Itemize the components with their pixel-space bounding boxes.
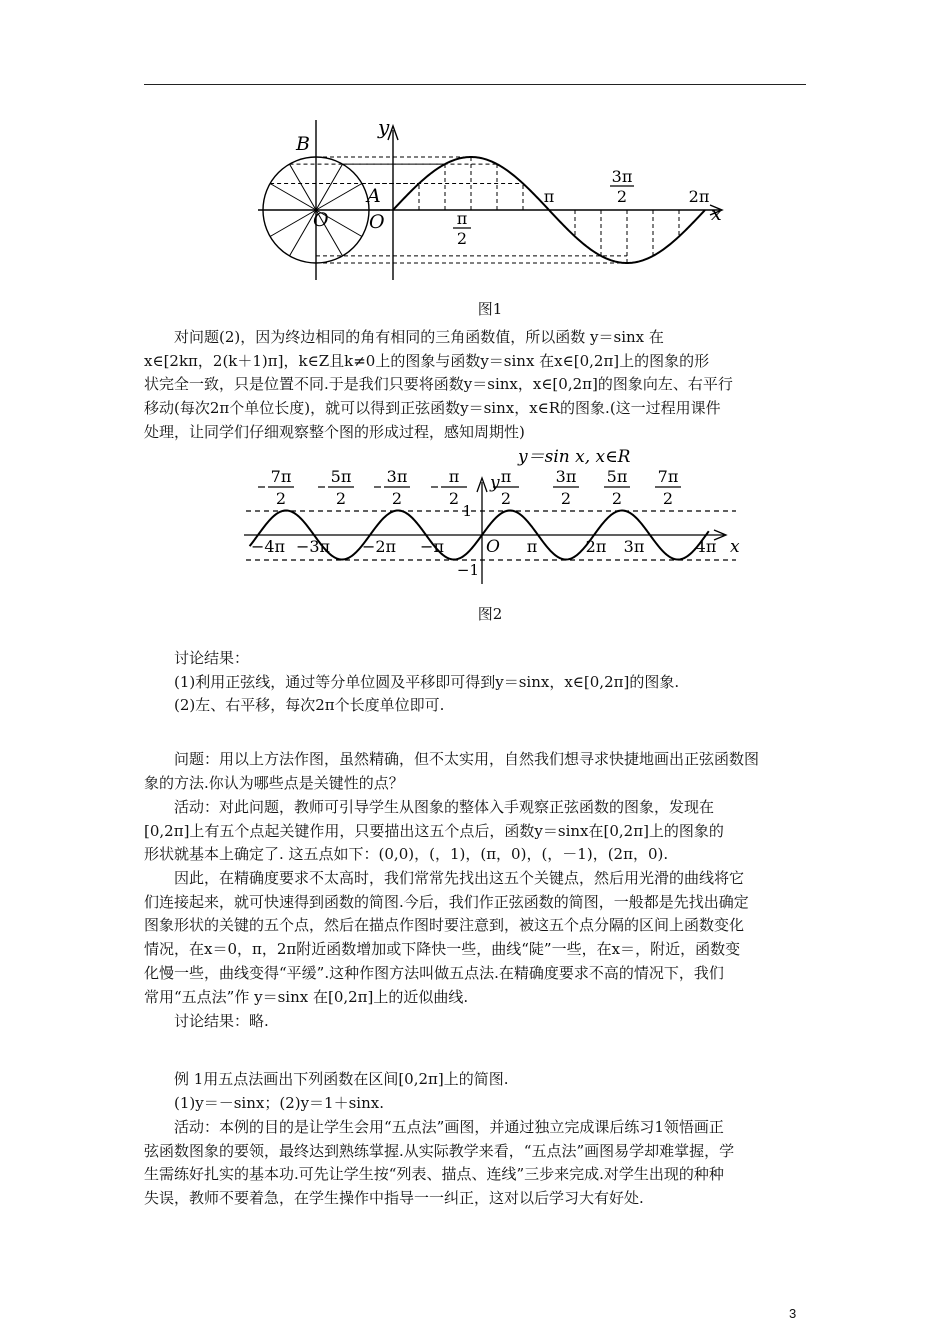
discussion-results-1: 讨论结果： (1)利用正弦线，通过等分单位圆及平移即可得到y＝sinx，x∈[0,2π]的图象. (2)左、右平移，每次2π个长度单位即可. (174, 649, 680, 715)
label-O: O (369, 211, 385, 233)
svg-text:2: 2 (611, 489, 623, 508)
svg-text:2: 2 (275, 489, 287, 508)
paragraph-periodic: 对问题(2)，因为终边相同的角有相同的三角函数值，所以函数 y＝sinx 在 x∈[2kπ，2(k＋1)π]，k∈Z且k≠0上的图象与函数y＝sinx 在x∈[0,2π]上的图象的形 状完全一致，只是位置不同.于是我们只要将函数y＝sinx，x∈[0,2π]的图象向左、右平行 移动(每次2π个单位长度)，就可以得到正弦函数y＝sinx，x∈R的图象.(这一过程用课件 处理，让同学们仔细观察整个图的形成过程，感知周期性) (144, 328, 733, 441)
label-half-pi-den: 2 (456, 229, 468, 248)
svg-text:3π: 3π (555, 467, 577, 486)
example-1: 例 1用五点法画出下列函数在区间[0,2π]上的简图. (1)y＝－sinx；(2)y＝1＋sinx. (174, 1070, 509, 1112)
svg-text:2: 2 (448, 489, 460, 508)
tick-neg-3pi: −3π (295, 537, 331, 556)
tick-pi: π (526, 537, 538, 556)
top-fraction-label (258, 467, 294, 508)
circle-spoke (316, 164, 343, 210)
label-O1: O (313, 209, 329, 231)
circle-spoke (270, 184, 316, 211)
tick-2pi: 2π (585, 537, 607, 556)
page-number: 3 (789, 1306, 797, 1321)
label-y: y (378, 115, 390, 139)
label-three-pi-den: 2 (616, 187, 628, 206)
top-fraction-label (604, 467, 630, 508)
label-x: x (730, 537, 740, 557)
top-fraction-label (553, 467, 579, 508)
tick-3pi: 3π (623, 537, 645, 556)
figure-1-caption: 图1 (477, 300, 503, 318)
figure-2-sine-over-reals (236, 442, 746, 592)
label-x: x (711, 203, 722, 225)
svg-text:2: 2 (391, 489, 403, 508)
tick-neg-2pi: −2π (361, 537, 397, 556)
top-fraction-label (318, 467, 354, 508)
svg-text:5π: 5π (606, 467, 628, 486)
label-B: B (296, 133, 310, 155)
figure-2-caption: 图2 (477, 605, 503, 623)
header-rule (144, 84, 806, 85)
svg-text:3π: 3π (386, 467, 408, 486)
activity-paragraph-1: 活动：对此问题，教师可引导学生从图象的整体入手观察正弦函数的图象，发现在 [0,2π]上有五个点起关键作用，只要描出这五个点后，函数y＝sinx在[0,2π]上的图象的 形状就基本上确定了. 这五点如下：(0,0)，(，1)，(π，0)，(，－1)，(2π，0). (144, 798, 724, 864)
circle-spoke (290, 164, 317, 210)
svg-text:7π: 7π (657, 467, 679, 486)
question-paragraph: 问题：用以上方法作图，虽然精确，但不太实用，自然我们想寻求快捷地画出正弦函数图 象的方法.你认为哪些点是关键性的点？ (144, 750, 760, 792)
top-fraction-label (374, 467, 410, 508)
tick-origin: O (486, 537, 500, 557)
label-three-pi-num: 3π (611, 167, 633, 186)
label-half-pi-num: π (456, 209, 468, 228)
svg-text:2: 2 (560, 489, 572, 508)
top-fraction-label (655, 467, 681, 508)
activity-paragraph-2: 活动：本例的目的是让学生会用“五点法”画图，并通过独立完成课后练习1领悟画正 弦函数图象的要领，最终达到熟练掌握.从实际教学来看，“五点法”画图易学却难掌握，学 生需练好扎实的基本功.可先让学生按“列表、描点、连线”三步来完成.对学生出现的种种 失误，教师不要着急，在学生操作中指导一一纠正，这对以后学习大有好处. (144, 1118, 735, 1208)
figure-1-unit-circle-sine (250, 110, 740, 285)
svg-text:5π: 5π (330, 467, 352, 486)
tick-neg-4pi: −4π (250, 537, 286, 556)
circle-spoke (270, 210, 316, 237)
label-one: 1 (462, 502, 472, 520)
label-neg-one: −1 (456, 561, 479, 579)
tick-neg-pi: −π (420, 537, 444, 556)
circle-spoke (316, 184, 362, 211)
therefore-paragraph: 因此，在精确度要求不太高时，我们常常先找出这五个关键点，然后用光滑的曲线将它 们连接起来，就可快速得到函数的简图.今后，我们作正弦函数的简图，一般都是先找出确定 图象形状的关键的五个点，然后在描点作图时要注意到，被这五个点分隔的区间上函数变化 情况，在x＝0，π，2π附近函数增加或下降快一些，曲线“陡”一些，在x＝，附近，函数变 化慢一些，曲线变得“平缓”.这种作图方法叫做五点法.在精确度要求不高的情况下，我们 常用“五点法”作 y＝sinx 在[0,2π]上的近似曲线. (144, 869, 749, 1006)
svg-text:π: π (448, 467, 460, 486)
svg-text:2: 2 (335, 489, 347, 508)
discussion-results-2: 讨论结果：略. (174, 1012, 269, 1030)
svg-text:7π: 7π (270, 467, 292, 486)
svg-text:2: 2 (662, 489, 674, 508)
label-pi: π (543, 187, 555, 206)
label-A: A (367, 185, 381, 207)
label-y: y (490, 473, 500, 493)
tick-4pi: 4π (695, 537, 717, 556)
svg-text:π: π (500, 467, 512, 486)
label-two-pi: 2π (688, 187, 710, 206)
figure-2-title: y＝sin x, x∈R (518, 447, 631, 467)
svg-text:2: 2 (500, 489, 512, 508)
